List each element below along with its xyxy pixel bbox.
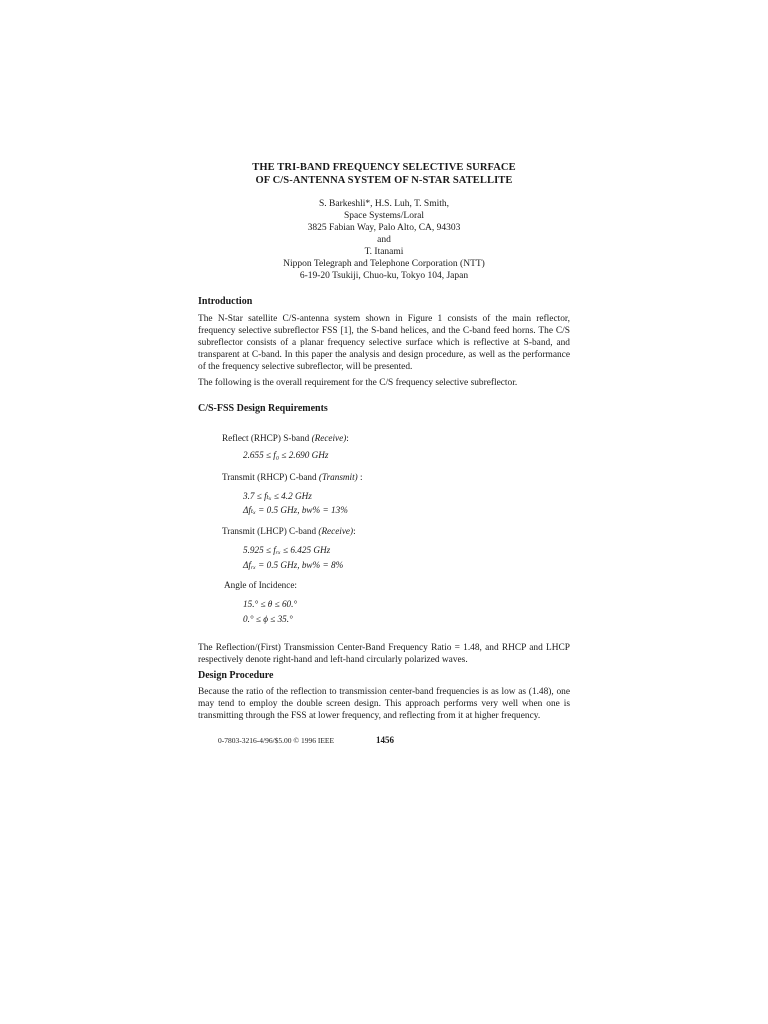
transmit-rhcp-equation-2: Δfₜₓ = 0.5 GHz, bw% = 13% bbox=[243, 505, 348, 515]
transmit-rhcp-equation-1: 3.7 ≤ fₜₓ ≤ 4.2 GHz bbox=[243, 491, 312, 501]
author-affiliation-2: Nippon Telegraph and Telephone Corporation (NTT) bbox=[283, 259, 485, 269]
requirement-intro-paragraph: The following is the overall requirement for the C/S frequency selective subreflector. bbox=[198, 378, 518, 388]
author-address-1: 3825 Fabian Way, Palo Alto, CA, 94303 bbox=[307, 223, 461, 233]
author-name-2: T. Itanami bbox=[364, 247, 404, 257]
author-address-2: 6-19-20 Tsukiji, Chuo-ku, Tokyo 104, Japan bbox=[299, 271, 469, 281]
introduction-paragraph: The N-Star satellite C/S-antenna system shown in Figure 1 consists of the main reflector, frequency selective subreflector FSS [1], the S-band helices, and the C-band feed horns. The C/S subreflector consists of a planar frequency selective surface which is reflective at S-band, and transparent at C-band. In this paper the analysis and design procedure, as well as the performance of the frequency selective subreflector, will be presented. bbox=[198, 314, 570, 372]
author-affiliation-1: Space Systems/Loral bbox=[344, 211, 424, 221]
transmit-lhcp-label: Transmit (LHCP) C-band (Receive): bbox=[222, 526, 356, 536]
requirements-heading: C/S-FSS Design Requirements bbox=[198, 403, 328, 414]
transmit-lhcp-equation-1: 5.925 ≤ fᵣₓ ≤ 6.425 GHz bbox=[243, 545, 331, 555]
reflect-equation: 2.655 ≤ f₀ ≤ 2.690 GHz bbox=[243, 450, 329, 460]
paper-title-line-1: THE TRI-BAND FREQUENCY SELECTIVE SURFACE bbox=[252, 162, 516, 173]
introduction-heading: Introduction bbox=[198, 296, 253, 307]
transmit-rhcp-label: Transmit (RHCP) C-band (Transmit) : bbox=[222, 472, 363, 482]
paper-title-line-2: OF C/S-ANTENNA SYSTEM OF N-STAR SATELLITE bbox=[255, 175, 513, 186]
author-conjunction: and bbox=[377, 235, 391, 245]
frequency-ratio-paragraph: The Reflection/(First) Transmission Center-Band Frequency Ratio = 1.48, and RHCP and LHCP respectively denote right-hand and left-hand circularly polarized waves. bbox=[198, 643, 570, 665]
angle-label: Angle of Incidence: bbox=[224, 580, 297, 590]
angle-phi-equation: 0.° ≤ ϕ ≤ 35.° bbox=[243, 614, 293, 624]
design-procedure-paragraph: Because the ratio of the reflection to transmission center-band frequencies is as low as (1.48), one may tend to employ the double screen design. This approach performs very well when one is transmitting through the FSS at lower frequency, and reflecting from it at higher frequency. bbox=[198, 687, 570, 721]
page-number: 1456 bbox=[376, 735, 394, 745]
reflect-label: Reflect (RHCP) S-band (Receive): bbox=[222, 433, 349, 443]
transmit-lhcp-equation-2: Δfᵣₓ = 0.5 GHz, bw% = 8% bbox=[243, 560, 344, 570]
angle-theta-equation: 15.° ≤ θ ≤ 60.° bbox=[243, 599, 298, 609]
author-names: S. Barkeshli*, H.S. Luh, T. Smith, bbox=[318, 199, 450, 209]
copyright-notice: 0-7803-3216-4/96/$5.00 © 1996 IEEE bbox=[218, 736, 335, 745]
design-procedure-heading: Design Procedure bbox=[198, 670, 274, 681]
